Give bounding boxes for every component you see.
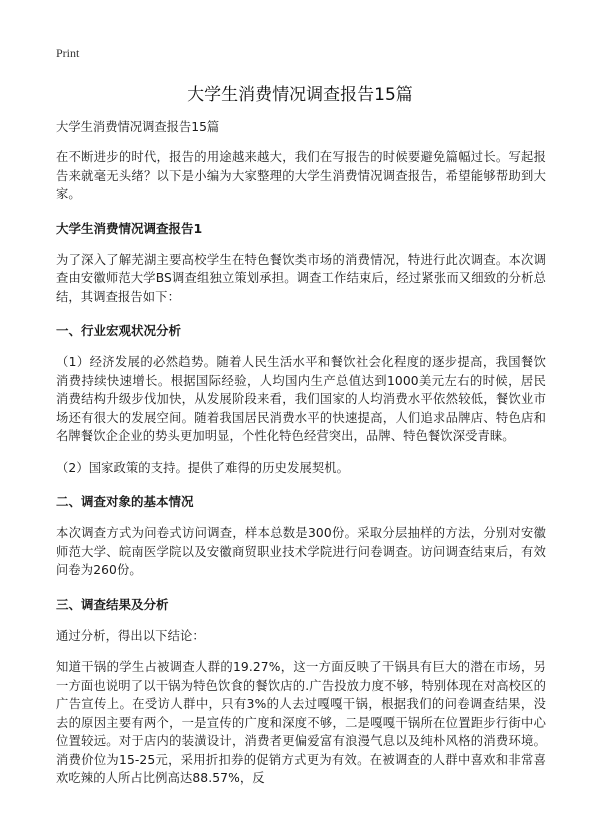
document-body [56,118,546,801]
intro-paragraph: 在不断进步的时代，报告的用途越来越大，我们在写报告的时候要避免篇幅过长。写起报告来就毫无头绪？以下是小编为大家整理的大学生消费情况调查报告，希望能够帮助到大家。 [56,150,546,201]
document-title: 大学生消费情况调查报告15篇 [187,85,413,105]
paragraph-economic-trend: （1）经济发展的必然趋势。随着人民生活水平和餐饮社会化程度的逐步提高，我国餐饮消费持续快速增长。根据国际经验，人均国内生产总值达到1000美元左右的时候，居民消费结构升级步伐加快，从发展阶段来看，我们国家的人均消费水平依然较低，餐饮业市场还有很大的发展空间。随着我国居民消费水平的快速提高，人们追求品牌店、特色店和名牌餐饮企企业的势头更加明显，个性化特色经营突出，品牌、特色餐饮深受青睐。 [56,355,546,443]
section-intro-paragraph: 为了深入了解芜湖主要高校学生在特色餐饮类市场的消费情况，特进行此次调查。本次调查由安徽师范大学BS调查组独立策划承担。调查工作结束后，经过紧张而又细致的分析总结，其调查报告如下： [56,252,546,304]
section-heading: 大学生消费情况调查报告1 [56,220,203,236]
heading-industry-analysis: 一、行业宏观状况分析 [56,323,182,338]
heading-survey-subjects: 二、调查对象的基本情况 [56,494,194,509]
document-subtitle: 大学生消费情况调查报告15篇 [56,120,220,134]
print-link[interactable]: Print [56,46,80,60]
paragraph-results-detail: 知道干锅的学生占被调查人群的19.27%，这一方面反映了干锅具有巨大的潜在市场，另一方面也说明了以干锅为特色饮食的餐饮店的.广告投放力度不够，特别体现在对高校区的广告宣传上。在受访人群中，只有3%的人去过嘎嘎干锅，根据我们的问卷调查结果，没去的原因主要有两个，一是宣传的广度和深度不够，二是嘎嘎干锅所在位置距步行街中心位置较远。对于店内的装潢设计，消费者更偏爱富有浪漫气息以及纯朴风格的消费环境。消费价位为15-25元，采用折扣券的促销方式更为有效。在被调查的人群中喜欢和非常喜欢吃辣的人所占比例高达88.57%，反 [56,660,546,785]
heading-survey-results: 三、调查结果及分析 [56,596,169,612]
paragraph-policy-support: （2）国家政策的支持。提供了难得的历史发展契机。 [56,460,350,475]
paragraph-survey-method: 本次调查方式为问卷式访问调查，样本总数是300份。采取分层抽样的方法，分别对安徽师范大学、皖南医学院以及安徽商贸职业技术学院进行问卷调查。访问调查结束后，有效问卷为260份。 [56,526,546,577]
paragraph-conclusion-intro: 通过分析，得出以下结论： [56,628,205,643]
